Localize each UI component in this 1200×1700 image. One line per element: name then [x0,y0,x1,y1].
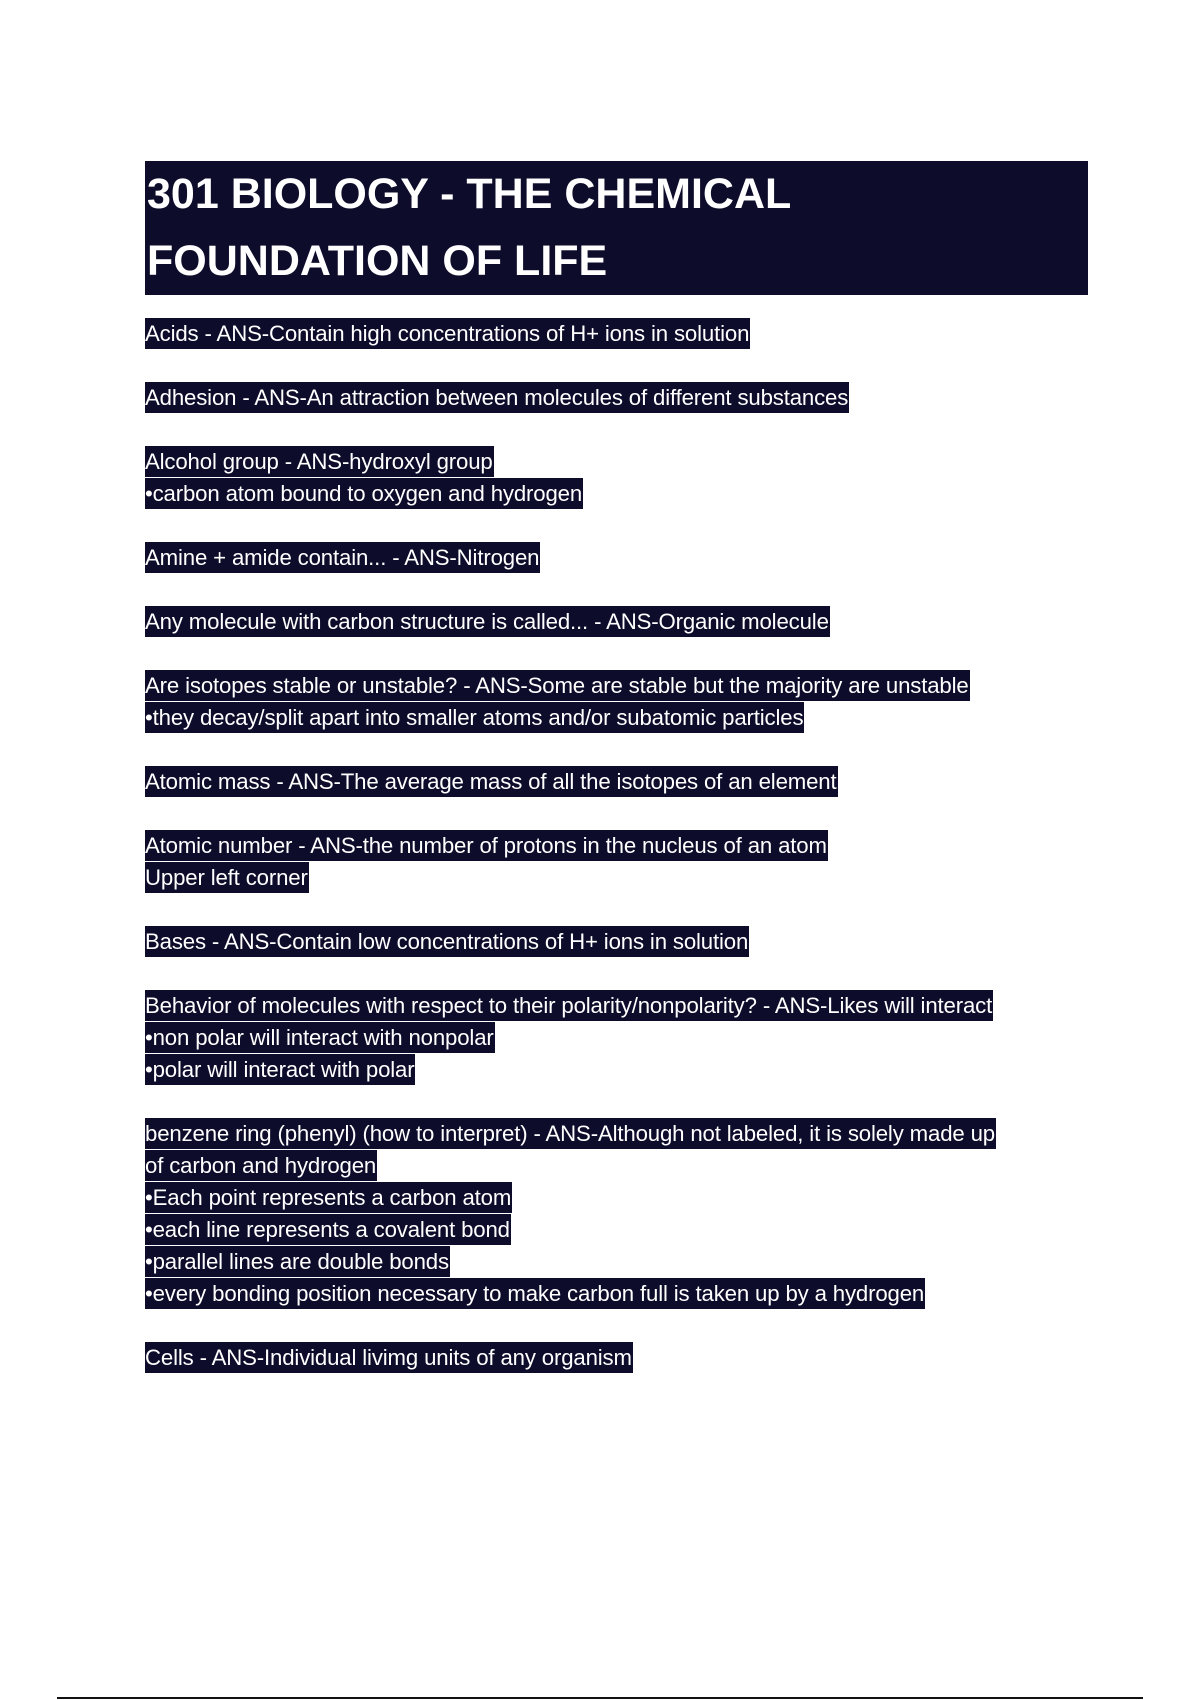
entry-text: Adhesion - ANS-An attraction between molecules of different substances [145,382,849,413]
flashcard-entry [145,766,1088,798]
entry-line [145,1246,1088,1278]
entry-text: •each line represents a covalent bond [145,1214,511,1245]
document-page [145,161,1088,1406]
flashcard-entry [145,926,1088,958]
entry-text: Any molecule with carbon structure is called... - ANS-Organic molecule [145,606,830,637]
flashcard-entry [145,446,1088,510]
entry-text: Atomic mass - ANS-The average mass of all the isotopes of an element [145,766,838,797]
entry-line [145,1022,1088,1054]
entry-text: Atomic number - ANS-the number of protons in the nucleus of an atom [145,830,828,861]
flashcard-entry [145,830,1088,894]
entry-line [145,702,1088,734]
flashcard-list [145,318,1088,1374]
entry-line [145,1214,1088,1246]
flashcard-entry [145,382,1088,414]
entry-text: •Each point represents a carbon atom [145,1182,512,1213]
title-line-2: FOUNDATION OF LIFE [147,237,608,285]
entry-line [145,1342,1088,1374]
entry-text: Alcohol group - ANS-hydroxyl group [145,446,494,477]
entry-text: Cells - ANS-Individual livimg units of any organism [145,1342,633,1373]
entry-line [145,766,1088,798]
entry-line [145,446,1088,478]
flashcard-entry [145,990,1088,1086]
entry-text: Acids - ANS-Contain high concentrations of H+ ions in solution [145,318,750,349]
entry-line [145,670,1088,702]
flashcard-entry [145,1342,1088,1374]
entry-line [145,926,1088,958]
document-title [145,161,1088,295]
entry-line [145,478,1088,510]
entry-text: Upper left corner [145,862,309,893]
entry-line [145,606,1088,638]
entry-line [145,1054,1088,1086]
entry-text: Bases - ANS-Contain low concentrations of H+ ions in solution [145,926,749,957]
entry-line [145,1182,1088,1214]
title-line-1: 301 BIOLOGY - THE CHEMICAL [147,170,792,218]
entry-line [145,1278,1088,1310]
entry-line [145,542,1088,574]
entry-line [145,990,1088,1022]
entry-line [145,382,1088,414]
entry-text: •non polar will interact with nonpolar [145,1022,495,1053]
entry-line [145,1118,1088,1150]
entry-line [145,830,1088,862]
flashcard-entry [145,606,1088,638]
entry-text: •parallel lines are double bonds [145,1246,450,1277]
entry-text: •carbon atom bound to oxygen and hydrogen [145,478,583,509]
entry-text: Behavior of molecules with respect to their polarity/nonpolarity? - ANS-Likes will interact [145,990,993,1021]
entry-text: •they decay/split apart into smaller atoms and/or subatomic particles [145,702,804,733]
flashcard-entry [145,670,1088,734]
entry-text: •every bonding position necessary to make carbon full is taken up by a hydrogen [145,1278,925,1309]
entry-line [145,1150,1088,1182]
flashcard-entry [145,318,1088,350]
entry-text: •polar will interact with polar [145,1054,415,1085]
entry-text: Are isotopes stable or unstable? - ANS-Some are stable but the majority are unstable [145,670,970,701]
entry-text: of carbon and hydrogen [145,1150,377,1181]
footer-divider [57,1697,1143,1699]
flashcard-entry [145,542,1088,574]
entry-line [145,862,1088,894]
entry-text: benzene ring (phenyl) (how to interpret) - ANS-Although not labeled, it is solely made up [145,1118,996,1149]
entry-text: Amine + amide contain... - ANS-Nitrogen [145,542,540,573]
entry-line [145,318,1088,350]
flashcard-entry [145,1118,1088,1310]
